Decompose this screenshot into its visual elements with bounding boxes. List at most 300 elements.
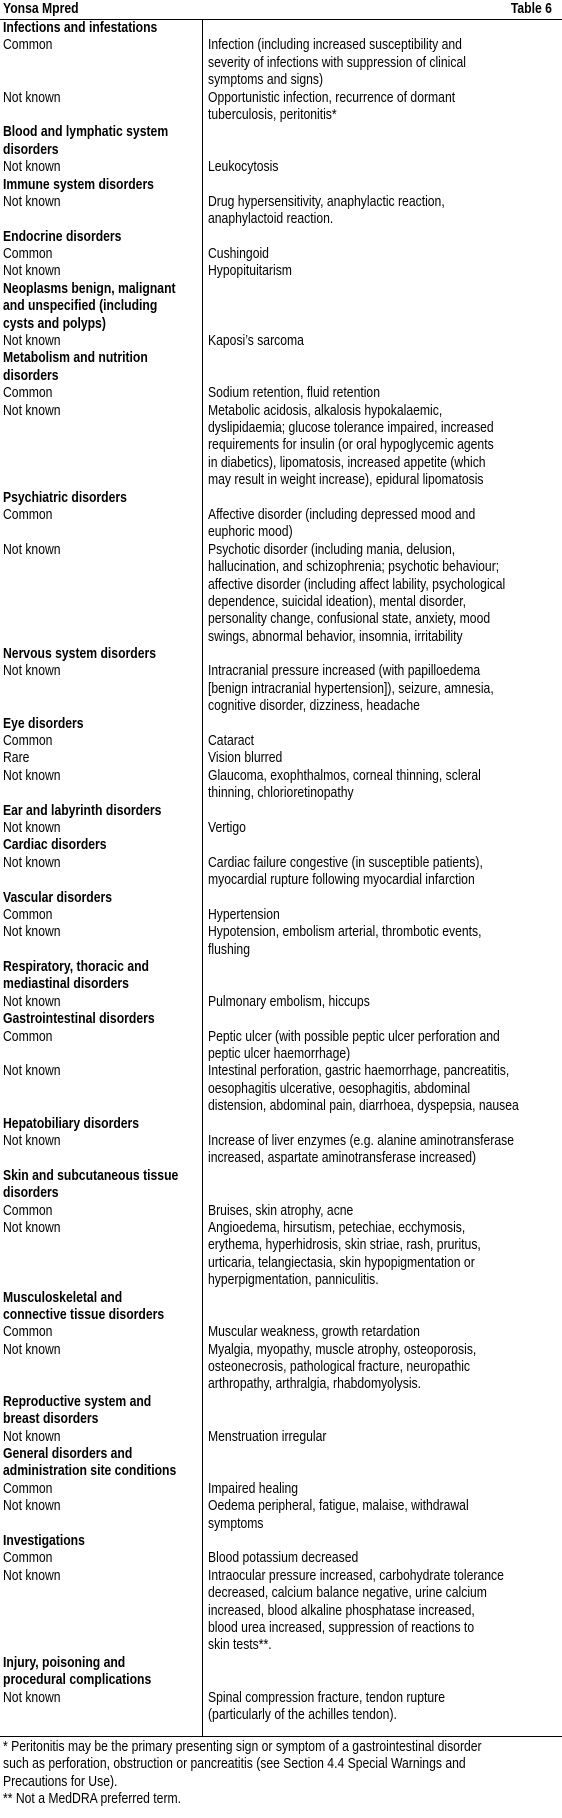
cell-line: Leukocytosis <box>208 159 279 176</box>
cell-line: peptic ulcer haemorrhage) <box>208 1046 351 1063</box>
cell-line: flushing <box>208 941 250 958</box>
cell-line: Common <box>3 1324 53 1341</box>
frequency-cell <box>0 855 202 890</box>
reaction-cell <box>202 1203 562 1220</box>
system-organ-class-row <box>0 803 562 820</box>
table-row <box>0 768 562 803</box>
cell-line: blood urea increased, suppression of reactions to <box>208 1619 475 1636</box>
column-divider <box>202 20 203 1736</box>
cell-line: Not known <box>3 1063 61 1080</box>
cell-line: Not known <box>3 263 61 280</box>
cell-line: increased, aspartate aminotransferase increased) <box>208 1150 477 1167</box>
reaction-cell <box>202 385 562 402</box>
cell-line: Gastrointestinal disorders <box>3 1011 155 1028</box>
cell-line: Reproductive system and <box>3 1393 152 1410</box>
cell-line: Impaired healing <box>208 1480 299 1497</box>
cell-line: Hypopituitarism <box>208 263 292 280</box>
cell-line: Not known <box>3 993 61 1010</box>
soc-heading <box>0 490 202 507</box>
cell-line: distension, abdominal pain, diarrhoea, dyspepsia, nausea <box>208 1098 519 1115</box>
cell-line: Endocrine disorders <box>3 228 122 245</box>
system-organ-class-row <box>0 959 562 994</box>
soc-heading <box>0 837 202 854</box>
table-row <box>0 663 562 715</box>
reaction-cell <box>202 820 562 837</box>
cell-line: Not known <box>3 819 61 836</box>
cell-line: mediastinal disorders <box>3 976 129 993</box>
table-row <box>0 507 562 542</box>
cell-line: Skin and subcutaneous tissue <box>3 1167 179 1184</box>
frequency-cell <box>0 194 202 229</box>
cell-line: Common <box>3 37 53 54</box>
reaction-cell <box>202 90 562 125</box>
cell-line: Hypertension <box>208 906 280 923</box>
frequency-cell <box>0 403 202 490</box>
cell-line: Neoplasms benign, malignant <box>3 280 176 297</box>
table-row <box>0 159 562 176</box>
system-organ-class-row <box>0 1533 562 1550</box>
cell-line: hyperpigmentation, panniculitis. <box>208 1272 379 1289</box>
reaction-cell <box>202 1116 562 1133</box>
system-organ-class-row <box>0 1116 562 1133</box>
cell-line: cognitive disorder, dizziness, headache <box>208 698 420 715</box>
cell-line: Spinal compression fracture, tendon rupture <box>208 1689 445 1706</box>
soc-heading <box>0 959 202 994</box>
soc-heading <box>0 716 202 733</box>
reaction-cell <box>202 924 562 959</box>
soc-heading <box>0 229 202 246</box>
cell-line: Not known <box>3 1567 61 1584</box>
cell-line: dependence, suicidal ideation), mental disorder, <box>208 593 466 610</box>
table-row <box>0 1133 562 1168</box>
cell-line: Musculoskeletal and <box>3 1289 123 1306</box>
frequency-cell <box>0 1481 202 1498</box>
frequency-cell <box>0 1133 202 1168</box>
cell-line: Menstruation irregular <box>208 1428 327 1445</box>
reaction-cell <box>202 1220 562 1290</box>
cell-line: anaphylactoid reaction. <box>208 211 334 228</box>
table-row <box>0 1342 562 1394</box>
cell-line: Not known <box>3 1133 61 1149</box>
cell-line: disorders <box>3 367 59 384</box>
frequency-cell <box>0 663 202 715</box>
cell-line: General disorders and <box>3 1446 133 1463</box>
system-organ-class-row <box>0 20 562 37</box>
reaction-cell <box>202 1550 562 1567</box>
cell-line: Increase of liver enzymes (e.g. alanine aminotransferase <box>208 1133 515 1149</box>
footnote-line: * Peritonitis may be the primary presenting sign or symptom of a gastrointestinal disorder <box>3 1739 482 1755</box>
table-row <box>0 1481 562 1498</box>
cell-line: Common <box>3 733 53 750</box>
table-row <box>0 924 562 959</box>
reaction-cell <box>202 855 562 890</box>
reaction-cell <box>202 20 562 37</box>
cell-line: in diabetics), lipomatosis, increased appetite (which <box>208 454 486 471</box>
cell-line: affective disorder (including affect lability, psychological <box>208 576 506 593</box>
soc-heading <box>0 1394 202 1429</box>
cell-line: Not known <box>3 541 61 558</box>
system-organ-class-row <box>0 1394 562 1429</box>
reaction-cell <box>202 994 562 1011</box>
cell-line: requirements for insulin (or oral hypoglycemic agents <box>208 437 494 454</box>
cell-line: procedural complications <box>3 1672 152 1689</box>
soc-heading <box>0 1011 202 1028</box>
cell-line: Psychiatric disorders <box>3 489 127 506</box>
cell-line: Vision blurred <box>208 750 283 767</box>
frequency-cell <box>0 1690 202 1725</box>
cell-line: decreased, calcium balance negative, urine calcium <box>208 1585 487 1602</box>
reaction-cell <box>202 1029 562 1064</box>
reaction-cell <box>202 890 562 907</box>
reaction-cell <box>202 490 562 507</box>
reaction-cell <box>202 768 562 803</box>
table-row <box>0 385 562 402</box>
frequency-cell <box>0 90 202 125</box>
cell-line: Bruises, skin atrophy, acne <box>208 1202 354 1219</box>
reaction-cell <box>202 1168 562 1203</box>
cell-line: Common <box>3 246 53 263</box>
cell-line: Oedema peripheral, fatigue, malaise, withdrawal <box>208 1498 469 1515</box>
system-organ-class-row <box>0 646 562 663</box>
cell-line: Infections and infestations <box>3 20 158 36</box>
frequency-cell <box>0 907 202 924</box>
cell-line: Vascular disorders <box>3 889 113 906</box>
cell-line: Pulmonary embolism, hiccups <box>208 993 370 1010</box>
table-row <box>0 1220 562 1290</box>
table-row <box>0 403 562 490</box>
table-row <box>0 246 562 263</box>
cell-line: Respiratory, thoracic and <box>3 959 149 976</box>
cell-line: (particularly of the achilles tendon). <box>208 1706 397 1723</box>
cell-line: Not known <box>3 89 61 106</box>
cell-line: Common <box>3 1028 53 1045</box>
reaction-cell <box>202 1324 562 1341</box>
reaction-cell <box>202 1690 562 1725</box>
cell-line: Not known <box>3 1428 61 1445</box>
cell-line: Peptic ulcer (with possible peptic ulcer perforation and <box>208 1028 500 1045</box>
soc-heading <box>0 1116 202 1133</box>
reaction-cell <box>202 1429 562 1446</box>
cell-line: Sodium retention, fluid retention <box>208 385 380 402</box>
cell-line: Not known <box>3 333 61 350</box>
frequency-cell <box>0 1324 202 1341</box>
cell-line: connective tissue disorders <box>3 1306 165 1323</box>
cell-line: hallucination, and schizophrenia; psychotic behaviour; <box>208 559 500 576</box>
table-row <box>0 907 562 924</box>
frequency-cell <box>0 820 202 837</box>
cell-line: Metabolism and nutrition <box>3 350 148 367</box>
footnote-line: Precautions for Use). <box>3 1773 118 1790</box>
cell-line: tuberculosis, peritonitis* <box>208 106 337 123</box>
cell-line: Muscular weakness, growth retardation <box>208 1324 420 1341</box>
cell-line: Intracranial pressure increased (with papilloedema <box>208 663 481 680</box>
system-organ-class-row <box>0 716 562 733</box>
cell-line: Drug hypersensitivity, anaphylactic reaction, <box>208 193 445 210</box>
reaction-cell <box>202 263 562 280</box>
table-row <box>0 1063 562 1115</box>
table-row <box>0 1550 562 1567</box>
system-organ-class-row <box>0 490 562 507</box>
cell-line: Myalgia, myopathy, muscle atrophy, osteoporosis, <box>208 1341 477 1358</box>
cell-line: Common <box>3 1202 53 1219</box>
table-row <box>0 855 562 890</box>
table-row <box>0 1568 562 1655</box>
cell-line: thinning, chlorioretinopathy <box>208 785 354 802</box>
cell-line: may result in weight increase), epidural lipomatosis <box>208 472 484 489</box>
cell-line: Nervous system disorders <box>3 646 156 663</box>
reaction-cell <box>202 1133 562 1168</box>
cell-line: Not known <box>3 1219 61 1236</box>
cell-line: Metabolic acidosis, alkalosis hypokalaemic, <box>208 402 443 419</box>
frequency-cell <box>0 333 202 350</box>
reaction-cell <box>202 194 562 229</box>
cell-line: Opportunistic infection, recurrence of dormant <box>208 89 456 106</box>
soc-heading <box>0 1533 202 1550</box>
reaction-cell <box>202 1568 562 1655</box>
frequency-cell <box>0 385 202 402</box>
cell-line: Eye disorders <box>3 715 84 732</box>
reaction-cell <box>202 507 562 542</box>
frequency-cell <box>0 1029 202 1064</box>
soc-heading <box>0 1446 202 1481</box>
cell-line: Cataract <box>208 733 255 750</box>
cell-line: increased, blood alkaline phosphatase increased, <box>208 1602 475 1619</box>
table-row <box>0 1690 562 1725</box>
reaction-cell <box>202 1290 562 1325</box>
reaction-cell <box>202 646 562 663</box>
frequency-cell <box>0 1550 202 1567</box>
reaction-cell <box>202 159 562 176</box>
table-row <box>0 733 562 750</box>
cell-line: Common <box>3 1480 53 1497</box>
soc-heading <box>0 124 202 159</box>
frequency-cell <box>0 37 202 89</box>
cell-line: myocardial rupture following myocardial infarction <box>208 872 475 889</box>
system-organ-class-row <box>0 1290 562 1325</box>
system-organ-class-row <box>0 229 562 246</box>
table-row <box>0 1324 562 1341</box>
system-organ-class-row <box>0 1168 562 1203</box>
cell-line: erythema, hyperhidrosis, skin striae, rash, pruritus, <box>208 1237 481 1254</box>
table-row <box>0 1498 562 1533</box>
frequency-cell <box>0 750 202 767</box>
cell-line: skin tests**. <box>208 1637 272 1654</box>
frequency-cell <box>0 768 202 803</box>
cell-line: and unspecified (including <box>3 298 158 315</box>
system-organ-class-row <box>0 124 562 159</box>
cell-line: personality change, confusional state, anxiety, mood <box>208 611 491 628</box>
cell-line: Not known <box>3 193 61 210</box>
reaction-cell <box>202 350 562 385</box>
soc-heading <box>0 1290 202 1325</box>
cell-line: Psychotic disorder (including mania, delusion, <box>208 541 456 558</box>
reaction-cell <box>202 177 562 194</box>
document-title: Yonsa Mpred <box>3 1 79 17</box>
cell-line: Kaposi’s sarcoma <box>208 333 304 350</box>
cell-line: Intraocular pressure increased, carbohydrate tolerance <box>208 1567 504 1584</box>
table-row <box>0 994 562 1011</box>
cell-line: Common <box>3 385 53 402</box>
cell-line: Injury, poisoning and <box>3 1654 126 1671</box>
cell-line: arthropathy, arthralgia, rhabdomyolysis. <box>208 1376 422 1393</box>
cell-line: Hypotension, embolism arterial, thrombotic events, <box>208 924 482 941</box>
cell-line: Glaucoma, exophthalmos, corneal thinning, scleral <box>208 767 481 784</box>
cell-line: euphoric mood) <box>208 524 293 541</box>
cell-line: Not known <box>3 402 61 419</box>
reaction-cell <box>202 803 562 820</box>
cell-line: Not known <box>3 854 61 871</box>
system-organ-class-row <box>0 890 562 907</box>
system-organ-class-row <box>0 1655 562 1690</box>
cell-line: Common <box>3 906 53 923</box>
cell-line: Common <box>3 506 53 523</box>
cell-line: severity of infections with suppression of clinical <box>208 54 466 71</box>
soc-heading <box>0 890 202 907</box>
frequency-cell <box>0 246 202 263</box>
frequency-cell <box>0 1498 202 1533</box>
reaction-cell <box>202 750 562 767</box>
reaction-cell <box>202 1446 562 1481</box>
frequency-cell <box>0 1203 202 1220</box>
frequency-cell <box>0 994 202 1011</box>
cell-line: Blood and lymphatic system <box>3 124 169 141</box>
system-organ-class-row <box>0 177 562 194</box>
reaction-cell <box>202 1063 562 1115</box>
reaction-cell <box>202 733 562 750</box>
cell-line: Not known <box>3 159 61 176</box>
table-number: Table 6 <box>510 1 552 17</box>
reaction-cell <box>202 1342 562 1394</box>
table-row <box>0 1029 562 1064</box>
reaction-cell <box>202 403 562 490</box>
soc-heading <box>0 177 202 194</box>
reaction-cell <box>202 1394 562 1429</box>
frequency-cell <box>0 507 202 542</box>
cell-line: oesophagitis ulcerative, oesophagitis, abdominal <box>208 1080 471 1097</box>
system-organ-class-row <box>0 1446 562 1481</box>
cell-line: Not known <box>3 767 61 784</box>
table-footnotes <box>0 1736 562 1809</box>
cell-line: Investigations <box>3 1532 85 1549</box>
table-row <box>0 333 562 350</box>
reaction-cell <box>202 229 562 246</box>
soc-heading <box>0 1655 202 1690</box>
cell-line: administration site conditions <box>3 1463 177 1480</box>
cell-line: Blood potassium decreased <box>208 1550 359 1567</box>
frequency-cell <box>0 159 202 176</box>
cell-line: osteonecrosis, pathological fracture, neuropathic <box>208 1359 471 1376</box>
soc-heading <box>0 803 202 820</box>
cell-line: dyslipidaemia; glucose tolerance impaired, increased <box>208 419 494 436</box>
reaction-cell <box>202 37 562 89</box>
cell-line: Hepatobiliary disorders <box>3 1115 140 1132</box>
cell-line: Not known <box>3 663 61 680</box>
cell-line: Intestinal perforation, gastric haemorrhage, pancreatitis, <box>208 1063 510 1080</box>
cell-line: Cardiac failure congestive (in susceptible patients), <box>208 854 483 871</box>
reaction-cell <box>202 281 562 333</box>
cell-line: Cardiac disorders <box>3 837 107 854</box>
cell-line: Angioedema, hirsutism, petechiae, ecchymosis, <box>208 1219 466 1236</box>
soc-heading <box>0 1168 202 1203</box>
frequency-cell <box>0 263 202 280</box>
table-row <box>0 37 562 89</box>
table-header <box>0 0 562 20</box>
reaction-cell <box>202 959 562 994</box>
frequency-cell <box>0 1429 202 1446</box>
reaction-cell <box>202 124 562 159</box>
table-row <box>0 1429 562 1446</box>
footnote-line: ** Not a MedDRA preferred term. <box>3 1791 182 1808</box>
table-row <box>0 820 562 837</box>
frequency-cell <box>0 1220 202 1290</box>
cell-line: Cushingoid <box>208 246 269 263</box>
cell-line: Vertigo <box>208 819 246 836</box>
frequency-cell <box>0 1342 202 1394</box>
cell-line: Ear and labyrinth disorders <box>3 802 162 819</box>
table-row <box>0 194 562 229</box>
frequency-cell <box>0 733 202 750</box>
cell-line: Not known <box>3 1341 61 1358</box>
table-row <box>0 750 562 767</box>
cell-line: Not known <box>3 1498 61 1515</box>
reaction-cell <box>202 907 562 924</box>
reaction-cell <box>202 1498 562 1533</box>
reaction-cell <box>202 1533 562 1550</box>
cell-line: Not known <box>3 924 61 941</box>
cell-line: urticaria, telangiectasia, skin hypopigmentation or <box>208 1254 475 1271</box>
soc-heading <box>0 350 202 385</box>
cell-line: Rare <box>3 750 30 767</box>
reaction-cell <box>202 542 562 646</box>
footnote-line: such as perforation, obstruction or pancreatitis (see Section 4.4 Special Warnings and <box>3 1756 466 1773</box>
reaction-cell <box>202 1655 562 1690</box>
cell-line: symptoms <box>208 1515 264 1532</box>
cell-line: Affective disorder (including depressed mood and <box>208 506 476 523</box>
system-organ-class-row <box>0 281 562 333</box>
system-organ-class-row <box>0 837 562 854</box>
cell-line: swings, abnormal behavior, insomnia, irritability <box>208 628 463 645</box>
soc-heading <box>0 281 202 333</box>
reaction-cell <box>202 837 562 854</box>
cell-line: Infection (including increased susceptibility and <box>208 37 462 54</box>
reaction-cell <box>202 246 562 263</box>
frequency-cell <box>0 1568 202 1655</box>
soc-heading <box>0 20 202 37</box>
reaction-cell <box>202 716 562 733</box>
table-row <box>0 263 562 280</box>
reaction-cell <box>202 663 562 715</box>
cell-line: disorders <box>3 1185 59 1202</box>
cell-line: Immune system disorders <box>3 176 154 193</box>
frequency-cell <box>0 924 202 959</box>
table-row <box>0 90 562 125</box>
system-organ-class-row <box>0 1011 562 1028</box>
soc-heading <box>0 646 202 663</box>
cell-line: disorders <box>3 141 59 158</box>
reaction-cell <box>202 1481 562 1498</box>
table-row <box>0 1203 562 1220</box>
reaction-cell <box>202 333 562 350</box>
cell-line: symptoms and signs) <box>208 72 324 89</box>
cell-line: Not known <box>3 1689 61 1706</box>
cell-line: breast disorders <box>3 1411 99 1428</box>
table-row <box>0 542 562 646</box>
reaction-cell <box>202 1011 562 1028</box>
cell-line: [benign intracranial hypertension]), seizure, amnesia, <box>208 680 494 697</box>
frequency-cell <box>0 1063 202 1115</box>
cell-line: Common <box>3 1550 53 1567</box>
frequency-cell <box>0 542 202 646</box>
